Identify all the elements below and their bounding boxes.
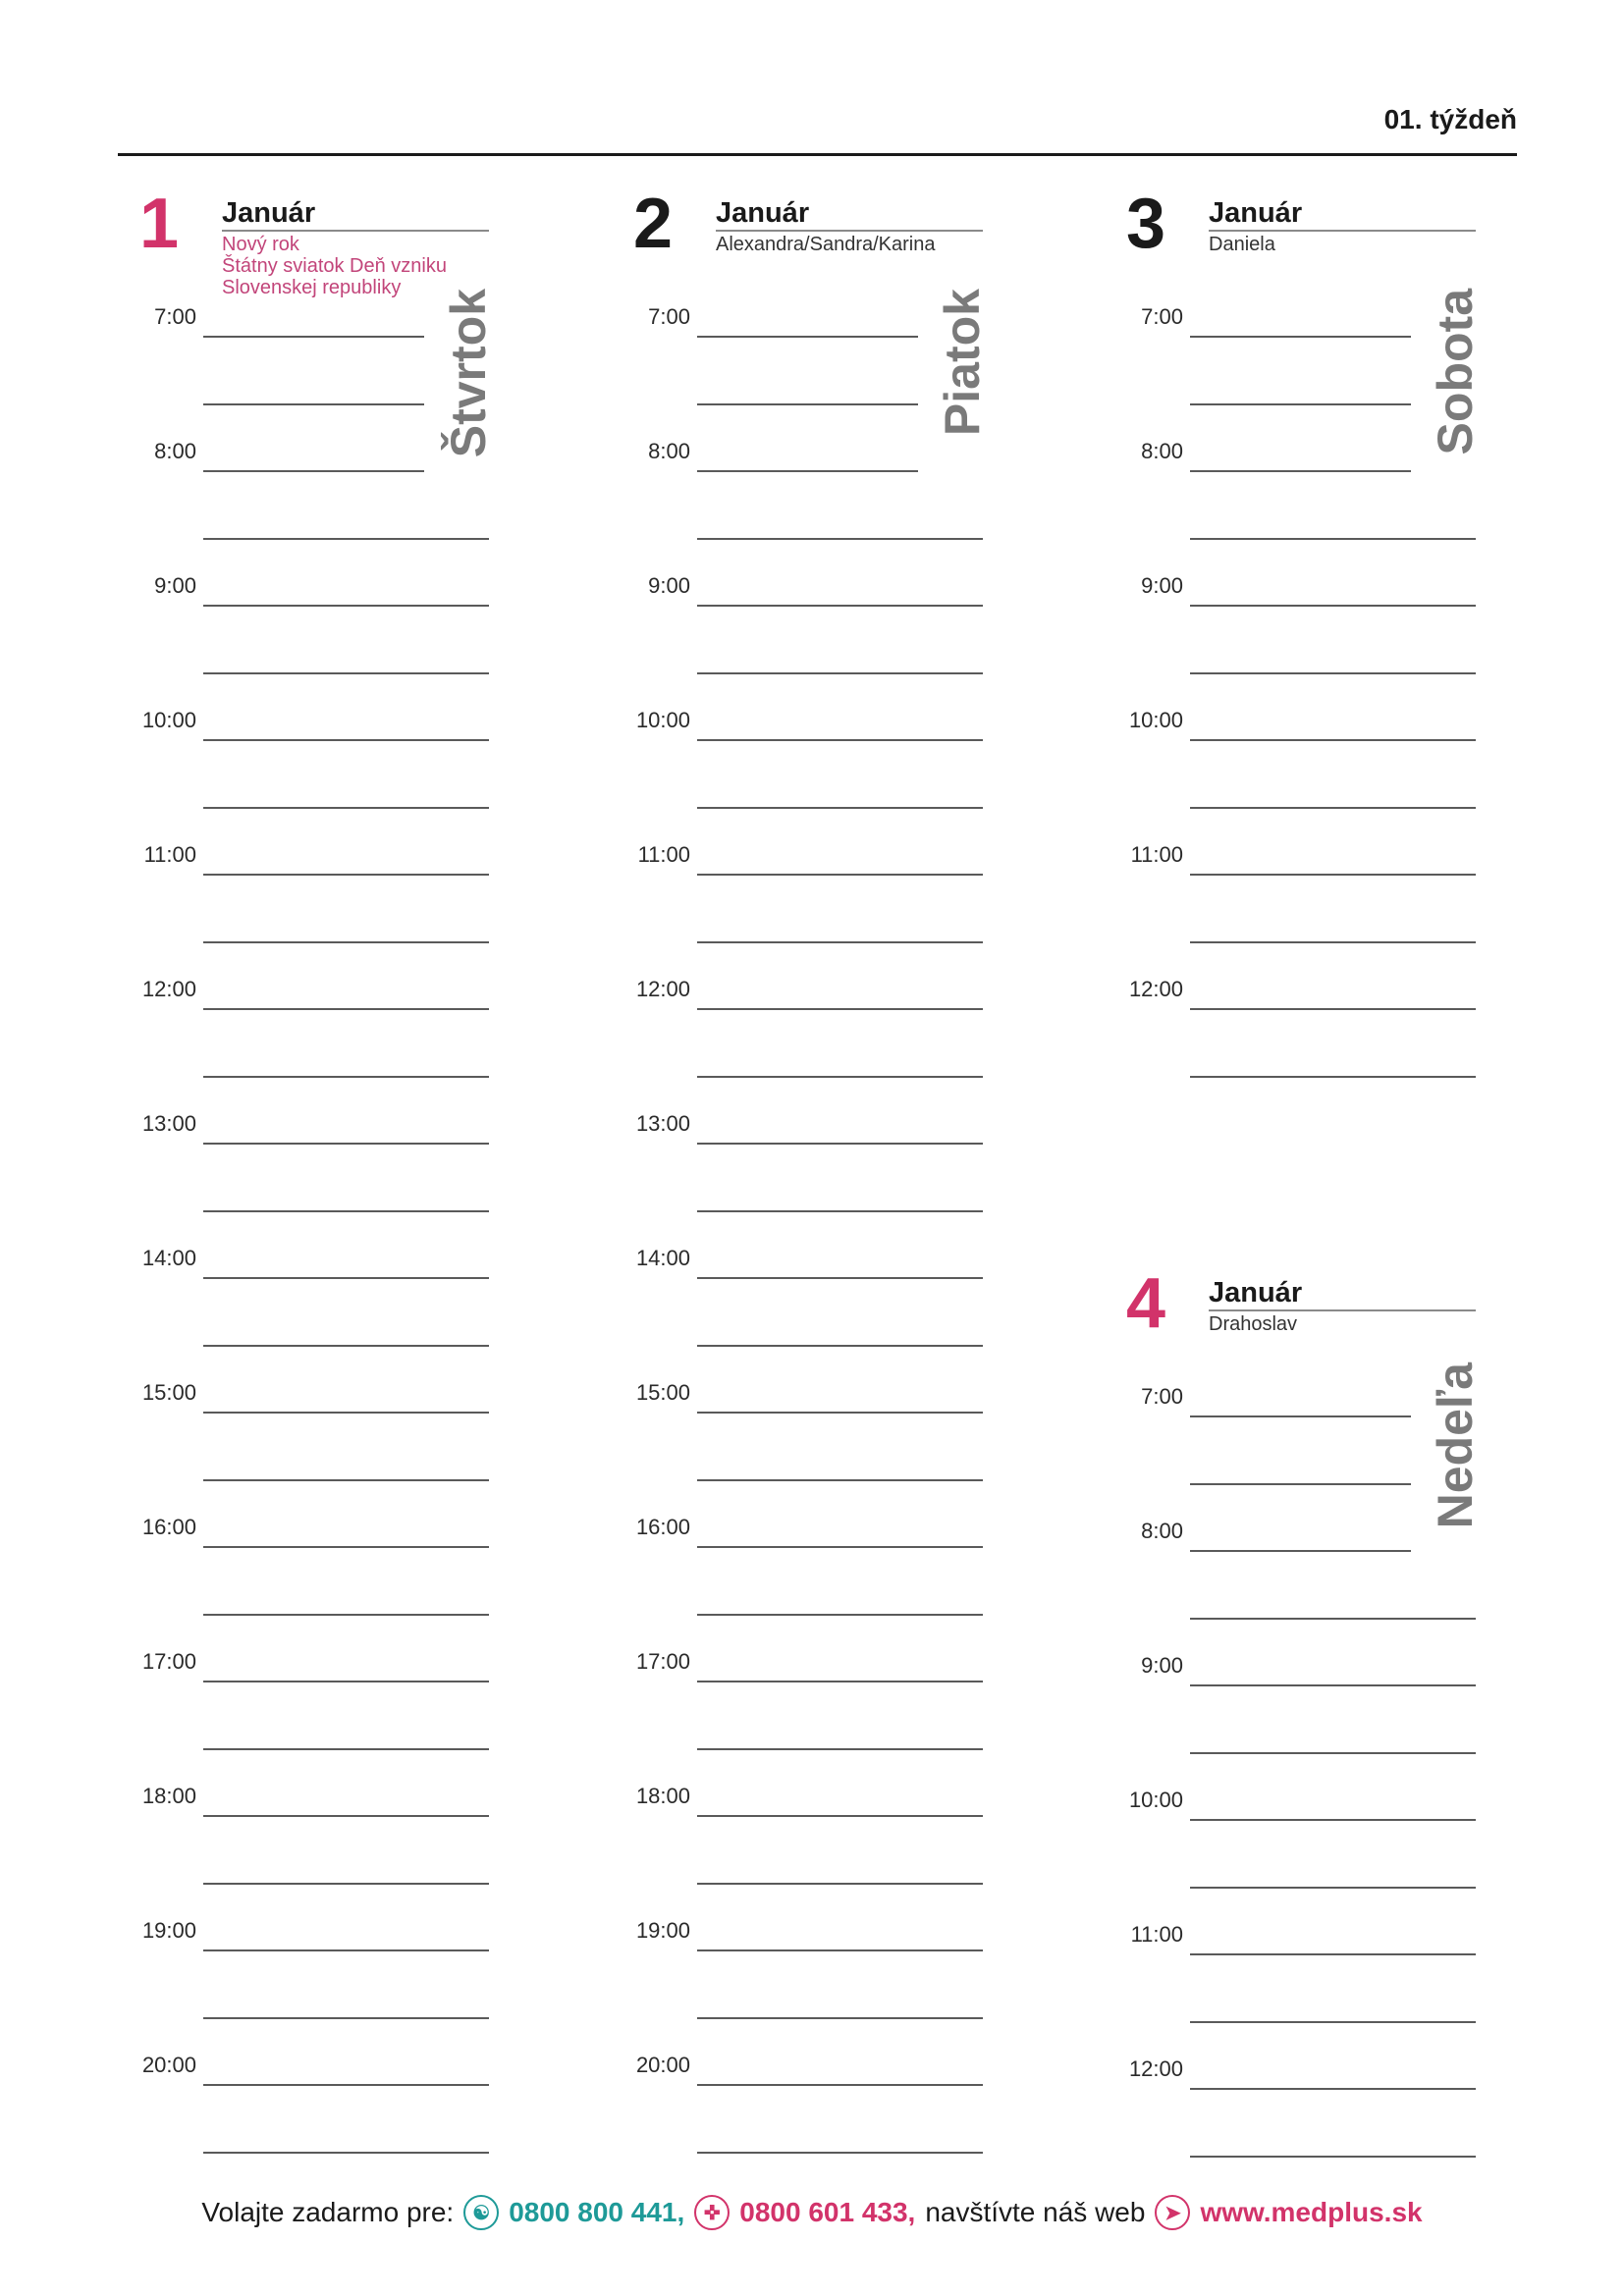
tooth-icon: ☯ bbox=[463, 2195, 499, 2230]
day-number: 3 bbox=[1126, 185, 1166, 263]
time-slot-line[interactable] bbox=[1190, 1008, 1476, 1010]
time-slot-line[interactable] bbox=[203, 941, 489, 943]
time-label: 14:00 bbox=[635, 1246, 690, 1270]
time-slot-line[interactable] bbox=[203, 739, 489, 741]
time-slot-line[interactable] bbox=[1190, 1618, 1476, 1620]
time-slot-line[interactable] bbox=[1190, 739, 1476, 741]
time-slot-line[interactable] bbox=[203, 2152, 489, 2154]
time-label: 8:00 bbox=[1141, 1519, 1183, 1543]
time-slot-line[interactable] bbox=[203, 1277, 489, 1279]
day-number: 1 bbox=[139, 185, 180, 263]
day-notes bbox=[1209, 234, 1476, 255]
time-slot-line[interactable] bbox=[203, 1949, 489, 1951]
time-label: 12:00 bbox=[1128, 977, 1183, 1001]
time-slot-line[interactable] bbox=[1190, 1953, 1476, 1955]
time-label: 11:00 bbox=[1130, 842, 1183, 867]
time-slot-line[interactable] bbox=[1190, 1819, 1476, 1821]
header-divider bbox=[118, 153, 1517, 156]
time-slot-line[interactable] bbox=[697, 605, 983, 607]
time-slot-line[interactable] bbox=[1190, 1483, 1411, 1485]
time-label: 12:00 bbox=[1128, 2056, 1183, 2081]
weekday-label: Sobota bbox=[1428, 289, 1483, 455]
time-label: 13:00 bbox=[635, 1111, 690, 1136]
time-slot-line[interactable] bbox=[697, 1883, 983, 1885]
time-slot-line[interactable] bbox=[697, 2084, 983, 2086]
time-slot-line[interactable] bbox=[203, 1412, 489, 1414]
time-slot-line[interactable] bbox=[697, 1681, 983, 1682]
time-slot-line[interactable] bbox=[697, 1546, 983, 1548]
time-slot-line[interactable] bbox=[1190, 1076, 1476, 1078]
time-slot-line[interactable] bbox=[203, 672, 489, 674]
time-slot-line[interactable] bbox=[203, 470, 424, 472]
time-slot-line[interactable] bbox=[697, 941, 983, 943]
time-label: 7:00 bbox=[1141, 304, 1183, 329]
month-name: Január bbox=[222, 196, 489, 232]
time-label: 12:00 bbox=[141, 977, 196, 1001]
footer bbox=[0, 2191, 1624, 2234]
day-note: Drahoslav bbox=[1209, 1313, 1298, 1335]
time-slot-line[interactable] bbox=[697, 1008, 983, 1010]
time-label: 7:00 bbox=[648, 304, 690, 329]
time-slot-line[interactable] bbox=[697, 1614, 983, 1616]
time-slot-line[interactable] bbox=[203, 1681, 489, 1682]
footer-phone-2[interactable]: 0800 601 433, bbox=[739, 2197, 916, 2227]
time-slot-line[interactable] bbox=[1190, 336, 1411, 338]
month-name: Január bbox=[716, 196, 983, 232]
time-label: 11:00 bbox=[637, 842, 690, 867]
time-slot-line[interactable] bbox=[697, 538, 983, 540]
time-slot-line[interactable] bbox=[697, 1412, 983, 1414]
time-label: 11:00 bbox=[1130, 1922, 1183, 1947]
time-label: 10:00 bbox=[1128, 708, 1183, 732]
time-label: 17:00 bbox=[635, 1649, 690, 1674]
time-label: 9:00 bbox=[1141, 573, 1183, 598]
time-label: 18:00 bbox=[635, 1784, 690, 1808]
time-slot-line[interactable] bbox=[203, 2017, 489, 2019]
time-slot-line[interactable] bbox=[697, 2017, 983, 2019]
time-label: 15:00 bbox=[635, 1380, 690, 1405]
day-note: Alexandra/Sandra/Karina bbox=[716, 234, 936, 255]
day-note: Štátny sviatok Deň vzniku bbox=[222, 255, 447, 277]
time-slot-line[interactable] bbox=[203, 336, 424, 338]
day-number: 2 bbox=[633, 185, 674, 263]
time-slot-line[interactable] bbox=[203, 1614, 489, 1616]
time-slot-line[interactable] bbox=[697, 1143, 983, 1145]
time-label: 20:00 bbox=[141, 2053, 196, 2077]
time-slot-line[interactable] bbox=[203, 1815, 489, 1817]
time-label: 19:00 bbox=[141, 1918, 196, 1943]
day-notes bbox=[1209, 1313, 1476, 1335]
weekday-label: Nedeľa bbox=[1428, 1362, 1483, 1529]
time-slot-line[interactable] bbox=[697, 336, 918, 338]
time-slot-line[interactable] bbox=[203, 538, 489, 540]
time-slot-line[interactable] bbox=[1190, 1684, 1476, 1686]
time-slot-line[interactable] bbox=[1190, 403, 1411, 405]
time-slot-line[interactable] bbox=[203, 605, 489, 607]
time-label: 8:00 bbox=[1141, 439, 1183, 463]
day-note: Nový rok bbox=[222, 234, 299, 255]
time-slot-line[interactable] bbox=[697, 672, 983, 674]
time-label: 11:00 bbox=[143, 842, 196, 867]
time-slot-line[interactable] bbox=[697, 874, 983, 876]
time-slot-line[interactable] bbox=[697, 470, 918, 472]
time-slot-line[interactable] bbox=[203, 807, 489, 809]
time-slot-line[interactable] bbox=[203, 1210, 489, 1212]
time-label: 8:00 bbox=[648, 439, 690, 463]
footer-web-link[interactable]: www.medplus.sk bbox=[1200, 2197, 1423, 2227]
time-label: 10:00 bbox=[1128, 1788, 1183, 1812]
time-label: 16:00 bbox=[141, 1515, 196, 1539]
time-slot-line[interactable] bbox=[697, 1076, 983, 1078]
time-slot-line[interactable] bbox=[697, 807, 983, 809]
time-label: 7:00 bbox=[1141, 1384, 1183, 1409]
footer-phone-1[interactable]: 0800 800 441, bbox=[509, 2197, 685, 2227]
time-slot-line[interactable] bbox=[1190, 941, 1476, 943]
time-slot-line[interactable] bbox=[1190, 2156, 1476, 2158]
time-slot-line[interactable] bbox=[697, 1815, 983, 1817]
time-label: 9:00 bbox=[648, 573, 690, 598]
footer-prefix: Volajte zadarmo pre: bbox=[201, 2197, 455, 2227]
day-number: 4 bbox=[1126, 1264, 1166, 1343]
time-label: 16:00 bbox=[635, 1515, 690, 1539]
time-slot-line[interactable] bbox=[697, 1949, 983, 1951]
time-slot-line[interactable] bbox=[203, 2084, 489, 2086]
week-label: 01. týždeň bbox=[1383, 104, 1517, 134]
time-slot-line[interactable] bbox=[1190, 605, 1476, 607]
time-label: 7:00 bbox=[154, 304, 196, 329]
time-slot-line[interactable] bbox=[203, 1008, 489, 1010]
time-slot-line[interactable] bbox=[203, 1546, 489, 1548]
time-slot-line[interactable] bbox=[697, 1345, 983, 1347]
day-note: Daniela bbox=[1209, 234, 1275, 255]
time-slot-line[interactable] bbox=[203, 874, 489, 876]
time-slot-line[interactable] bbox=[1190, 2088, 1476, 2090]
time-slot-line[interactable] bbox=[697, 403, 918, 405]
footer-middle: navštívte náš web bbox=[925, 2197, 1146, 2227]
time-slot-line[interactable] bbox=[203, 1076, 489, 1078]
time-label: 19:00 bbox=[635, 1918, 690, 1943]
day-note: Slovenskej republiky bbox=[222, 277, 402, 298]
time-slot-line[interactable] bbox=[1190, 1752, 1476, 1754]
cursor-icon: ➤ bbox=[1155, 2195, 1190, 2230]
time-label: 10:00 bbox=[635, 708, 690, 732]
time-slot-line[interactable] bbox=[1190, 1415, 1411, 1417]
time-label: 13:00 bbox=[141, 1111, 196, 1136]
time-slot-line[interactable] bbox=[1190, 807, 1476, 809]
time-label: 8:00 bbox=[154, 439, 196, 463]
time-label: 20:00 bbox=[635, 2053, 690, 2077]
time-slot-line[interactable] bbox=[1190, 874, 1476, 876]
weekday-label: Piatok bbox=[935, 289, 990, 437]
time-slot-line[interactable] bbox=[697, 1479, 983, 1481]
time-slot-line[interactable] bbox=[1190, 538, 1476, 540]
month-name: Január bbox=[1209, 196, 1476, 232]
time-slot-line[interactable] bbox=[1190, 2021, 1476, 2023]
time-slot-line[interactable] bbox=[203, 1479, 489, 1481]
time-slot-line[interactable] bbox=[1190, 672, 1476, 674]
time-slot-line[interactable] bbox=[203, 1883, 489, 1885]
time-label: 12:00 bbox=[635, 977, 690, 1001]
time-slot-line[interactable] bbox=[203, 1143, 489, 1145]
time-slot-line[interactable] bbox=[697, 1210, 983, 1212]
time-slot-line[interactable] bbox=[1190, 470, 1411, 472]
time-slot-line[interactable] bbox=[203, 403, 424, 405]
time-slot-line[interactable] bbox=[697, 1748, 983, 1750]
time-slot-line[interactable] bbox=[203, 1748, 489, 1750]
time-slot-line[interactable] bbox=[697, 739, 983, 741]
time-label: 9:00 bbox=[1141, 1653, 1183, 1678]
weekday-label: Štvrtok bbox=[441, 289, 496, 458]
month-name: Január bbox=[1209, 1276, 1476, 1311]
time-label: 14:00 bbox=[141, 1246, 196, 1270]
time-label: 15:00 bbox=[141, 1380, 196, 1405]
time-label: 17:00 bbox=[141, 1649, 196, 1674]
time-slot-line[interactable] bbox=[1190, 1550, 1411, 1552]
time-slot-line[interactable] bbox=[697, 2152, 983, 2154]
time-label: 18:00 bbox=[141, 1784, 196, 1808]
syringe-icon: ✜ bbox=[694, 2195, 730, 2230]
time-slot-line[interactable] bbox=[1190, 1887, 1476, 1889]
time-label: 10:00 bbox=[141, 708, 196, 732]
time-slot-line[interactable] bbox=[697, 1277, 983, 1279]
time-label: 9:00 bbox=[154, 573, 196, 598]
day-notes bbox=[716, 234, 983, 255]
time-slot-line[interactable] bbox=[203, 1345, 489, 1347]
